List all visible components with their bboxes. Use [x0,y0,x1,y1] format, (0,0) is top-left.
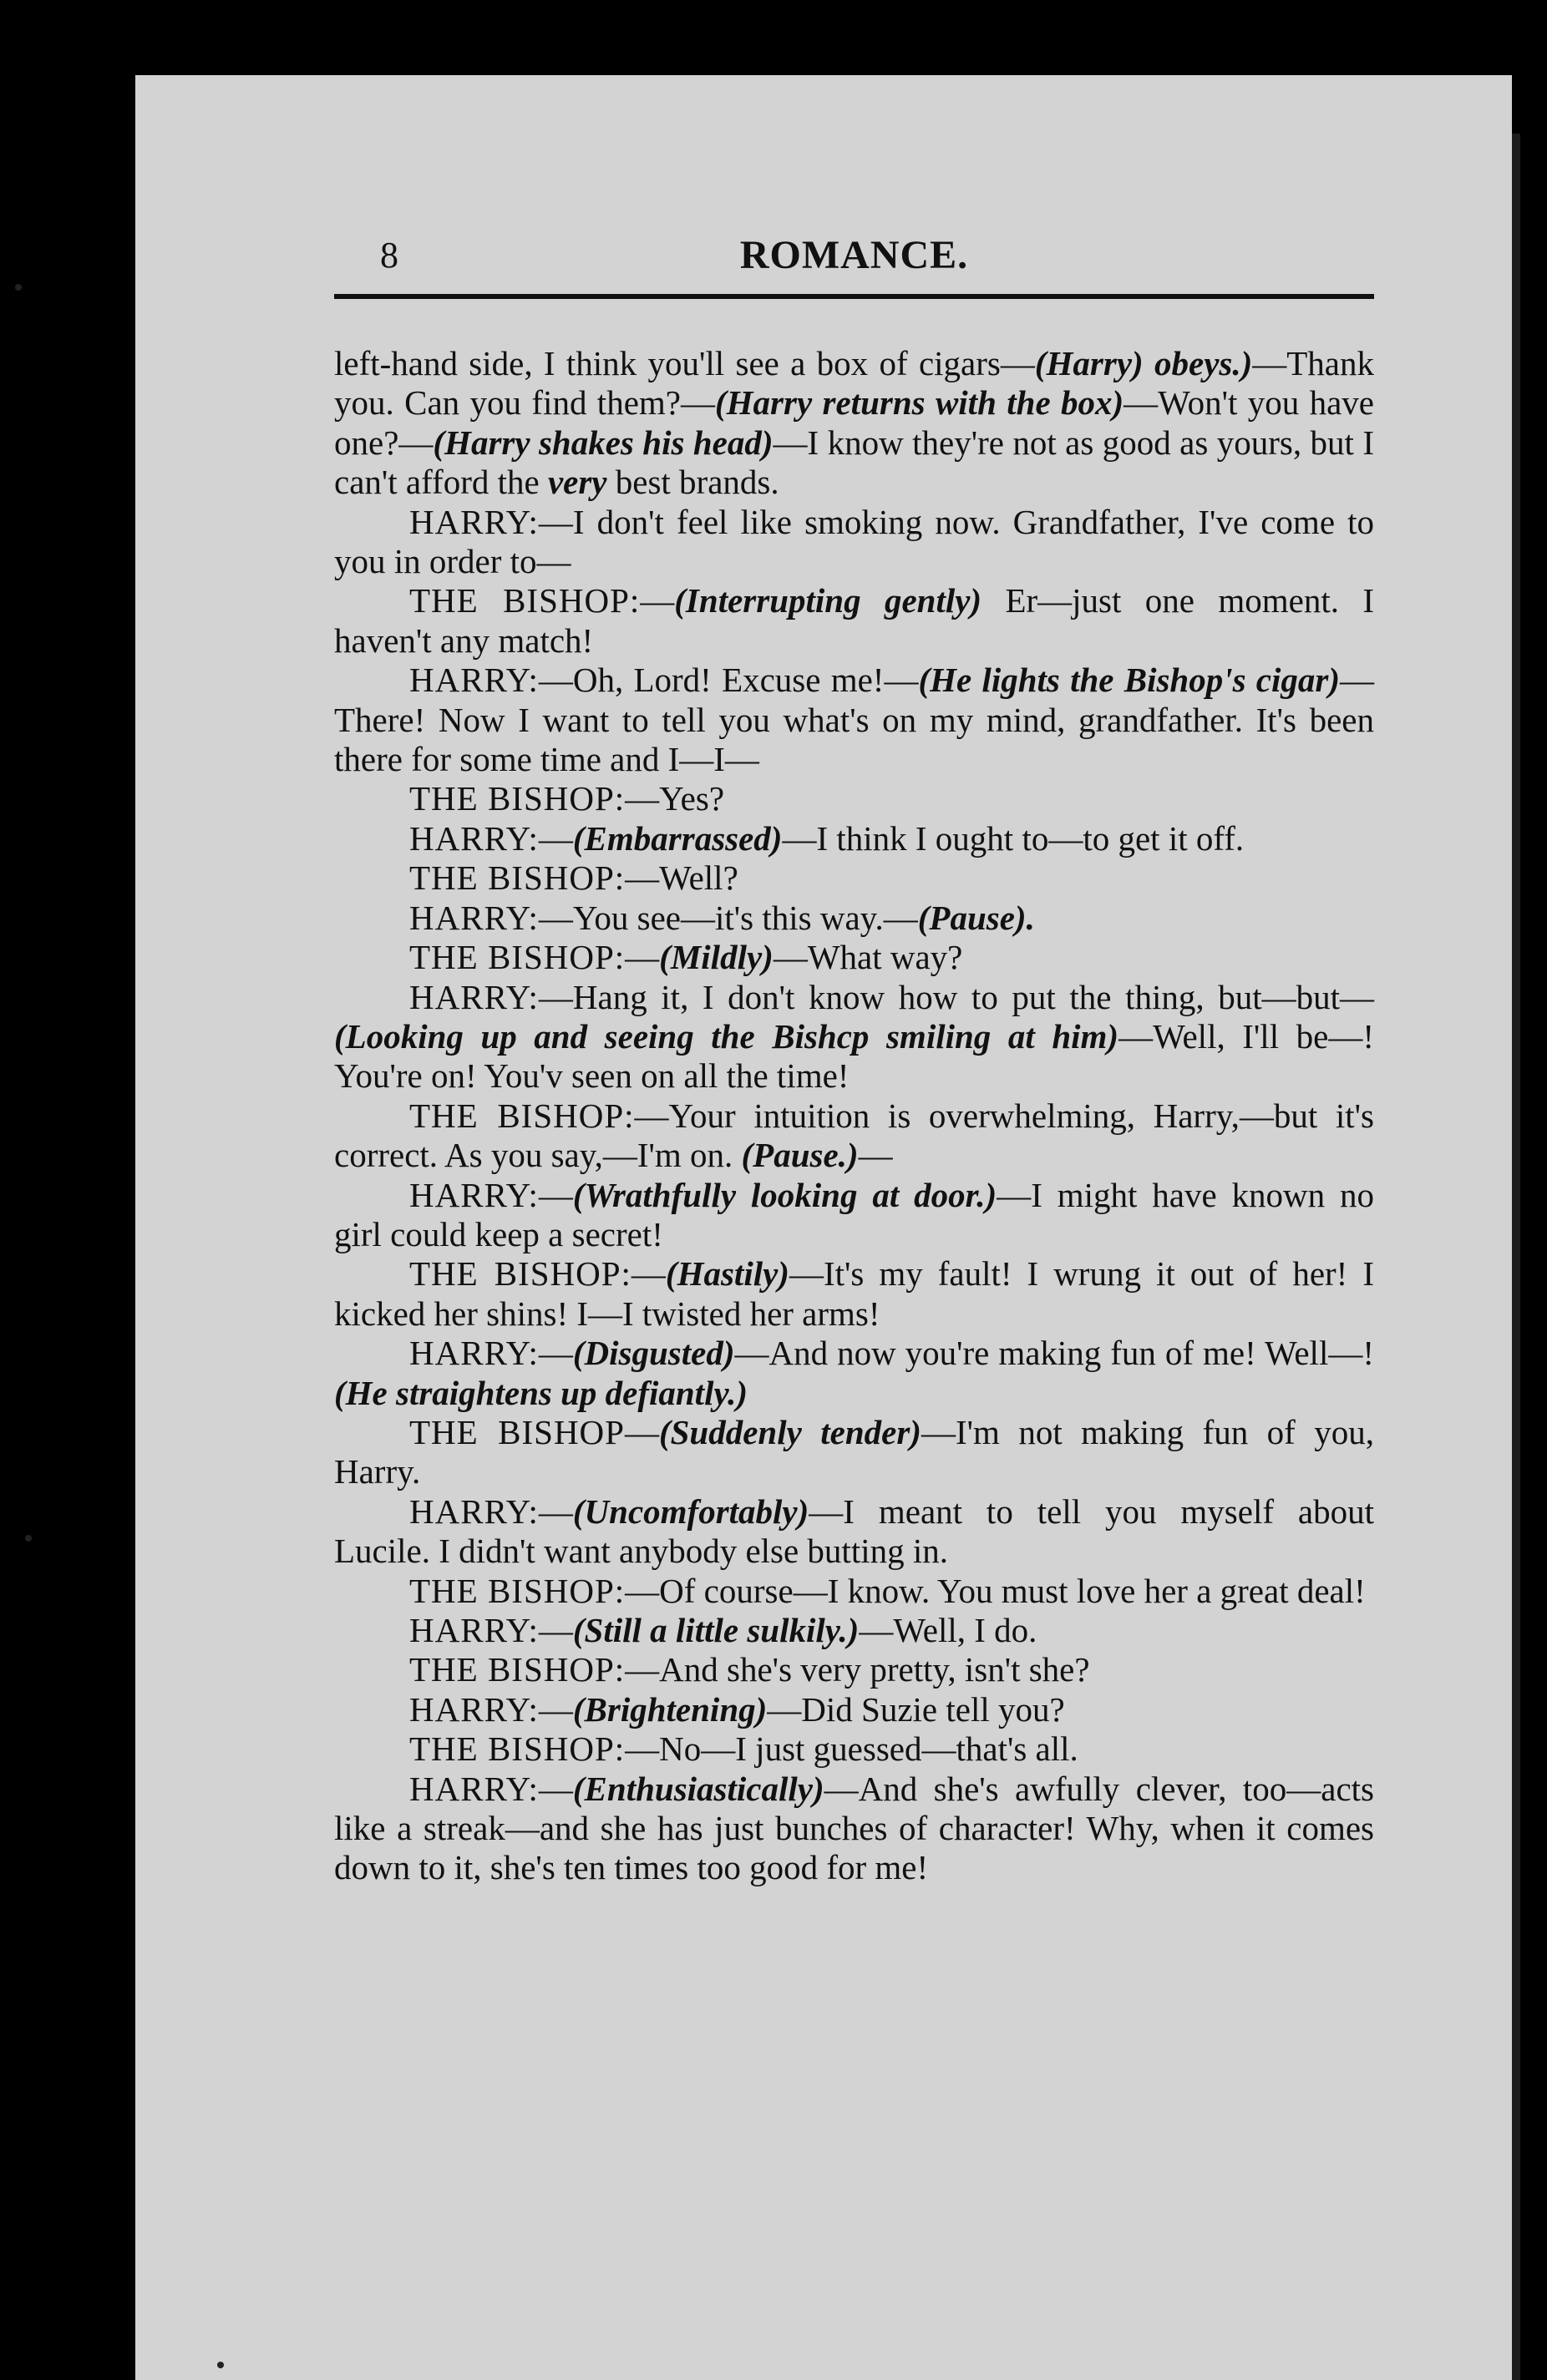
dialogue-text: —There! Now I want to tell you what's on my mind, grandfather. It's been there for some time and I—I— [334,661,1374,779]
dialogue-paragraph [334,1572,1374,1611]
dialogue-paragraph [334,938,1374,977]
dialogue-paragraph [334,1413,1374,1492]
dialogue-text: —Thank you. Can you find them?— [334,344,1375,423]
dialogue-text: — [538,1491,573,1531]
stage-direction: (Wrathfully looking at door.) [572,1175,997,1214]
speaker-name: HARRY: [409,898,539,937]
dialogue-text: — [538,1611,573,1649]
dialogue-text: — [538,1689,573,1729]
dialogue-text: —Well? [625,858,738,898]
dialogue-text: —Won't you have one?— [334,383,1374,462]
dialogue-text: —And now you're making fun of me! Well—! [734,1334,1374,1373]
continued-paragraph [334,344,1374,503]
dialogue-paragraph [334,1176,1374,1255]
dialogue-text: — [538,1334,573,1373]
dialogue-paragraph [334,581,1374,661]
stage-direction: (Interrupting gently) [674,581,982,620]
speaker-name: HARRY: [409,1611,539,1649]
page-header [334,227,1374,294]
stage-direction: (He straightens up defiantly.) [334,1373,748,1412]
stage-direction: (Harry shakes his head) [433,423,774,462]
dialogue-text: —I might have known no girl could keep a secret! [334,1175,1374,1253]
dialogue-paragraph [334,779,1374,818]
dialogue-paragraph [334,899,1374,938]
speaker-name: THE BISHOP: [409,581,641,620]
dialogue-text: —I meant to tell you myself about Lucile. I didn't want anybody else butting in. [334,1491,1374,1571]
speaker-name: THE BISHOP: [409,1096,635,1135]
running-title: ROMANCE. [739,233,969,277]
stage-direction: (He lights the Bishop's cigar) [918,661,1340,700]
dialogue-text: —Yes? [625,779,725,818]
dialogue-text: —You see—it's this way.— [538,898,918,937]
speaker-name: HARRY: [409,977,539,1016]
dialogue-text: —I know they're not as good as yours, but I can't afford the [334,423,1374,502]
speaker-name: HARRY: [409,1175,539,1214]
dialogue-text: — [625,938,660,977]
stage-direction: (Embarrassed) [572,818,783,858]
header-rule [334,294,1374,299]
stage-direction: (Pause). [917,898,1035,937]
dialogue-text: — [538,818,573,858]
speaker-name: HARRY: [409,1769,539,1808]
dialogue-text: —Well, I do. [859,1611,1037,1649]
dialogue-text: best brands. [606,463,779,502]
stage-direction: (Harry returns with the box) [715,383,1124,423]
speaker-name: THE BISHOP: [409,1729,626,1769]
dialogue-text: — [624,1412,659,1451]
stage-direction: (Brightening) [572,1689,768,1729]
stage-direction: (Pause.) [741,1136,859,1175]
dialogue-text: —It's my fault! I wrung it out of her! I kicked her shins! I—I twisted her arms! [334,1254,1374,1333]
dialogue-paragraph [334,1254,1374,1334]
speaker-name: THE BISHOP: [409,858,626,898]
dialogue-paragraph [334,503,1374,582]
speaker-name: HARRY: [409,1689,539,1729]
dialogue-text: —Well, I'll be—! You're on! You'v seen on all the time! [334,1016,1374,1096]
dialogue-text: left-hand side, I think you'll see a box of cigars— [334,344,1035,382]
stage-direction: (Still a little sulkily.) [572,1611,860,1649]
stage-direction: (Looking up and seeing the Bishcp smiling at him) [334,1016,1119,1056]
speaker-name: THE BISHOP: [409,1650,626,1689]
dialogue-paragraph [334,1611,1374,1650]
dialogue-text: —And she's very pretty, isn't she? [625,1650,1090,1689]
scan-speck [15,284,22,291]
stage-direction: (Disgusted) [572,1334,735,1373]
dialogue-text: — [538,1769,573,1808]
dialogue-paragraph [334,1096,1374,1176]
dialogue-paragraph [334,1492,1374,1572]
dialogue-text: —Oh, Lord! Excuse me!— [538,661,919,700]
dialogue-text: —Of course—I know. You must love her a great deal! [625,1571,1366,1610]
dialogue-paragraph [334,819,1374,858]
stage-direction: (Suddenly tender) [658,1412,921,1451]
speaker-name: HARRY: [409,818,539,858]
speaker-name: HARRY: [409,661,539,700]
speaker-name: THE BISHOP: [409,1254,631,1294]
speaker-name: HARRY: [409,1334,539,1373]
dialogue-text: Er—just one moment. I haven't any match! [334,581,1374,660]
stage-direction: (Hastily) [665,1254,789,1294]
stage-direction: very [547,463,607,502]
dialogue-text: —Your intuition is overwhelming, Harry,—but it's correct. As you say,—I'm on. [334,1096,1374,1175]
speaker-name: THE BISHOP: [409,938,626,977]
dialogue-text: — [858,1136,893,1175]
dialogue-paragraph [334,1334,1374,1413]
dialogue-text: —I'm not making fun of you, Harry. [334,1412,1374,1491]
speaker-name: HARRY: [409,1491,539,1531]
play-text [334,344,1374,1888]
dialogue-text: — [640,581,675,620]
dialogue-text: —Did Suzie tell you? [767,1689,1065,1729]
dialogue-text: —No—I just guessed—that's all. [625,1729,1078,1769]
stage-direction: (Enthusiastically) [572,1769,824,1808]
dialogue-text: — [631,1254,666,1294]
dialogue-text: — [538,1175,573,1214]
dialogue-paragraph [334,1729,1374,1769]
dialogue-text: —Hang it, I don't know how to put the thing, but—but— [538,977,1374,1016]
scan-speck [25,1535,32,1542]
stage-direction: (Harry) obeys.) [1034,344,1253,382]
speaker-name: THE BISHOP [409,1412,625,1451]
dialogue-text: —I don't feel like smoking now. Grandfather, I've come to you in order to— [334,502,1374,581]
stage-direction: (Uncomfortably) [572,1491,809,1531]
speaker-name: THE BISHOP: [409,779,626,818]
dialogue-paragraph [334,661,1374,779]
scan-speck [217,2362,224,2368]
dialogue-text: —I think I ought to—to get it off. [782,818,1245,858]
speaker-name: THE BISHOP: [409,1571,626,1610]
dialogue-paragraph [334,978,1374,1096]
page-gutter-shadow [1512,134,1520,2380]
dialogue-paragraph [334,1650,1374,1689]
dialogue-paragraph [334,858,1374,898]
page-number: 8 [380,235,398,276]
stage-direction: (Mildly) [659,938,774,977]
speaker-name: HARRY: [409,502,539,541]
dialogue-paragraph [334,1770,1374,1888]
dialogue-text: —And she's awfully clever, too—acts like a streak—and she has just bunches of character! Why, when it comes down to it, she's ten times too good for me! [334,1769,1374,1887]
dialogue-paragraph [334,1690,1374,1729]
dialogue-text: —What way? [773,938,963,977]
